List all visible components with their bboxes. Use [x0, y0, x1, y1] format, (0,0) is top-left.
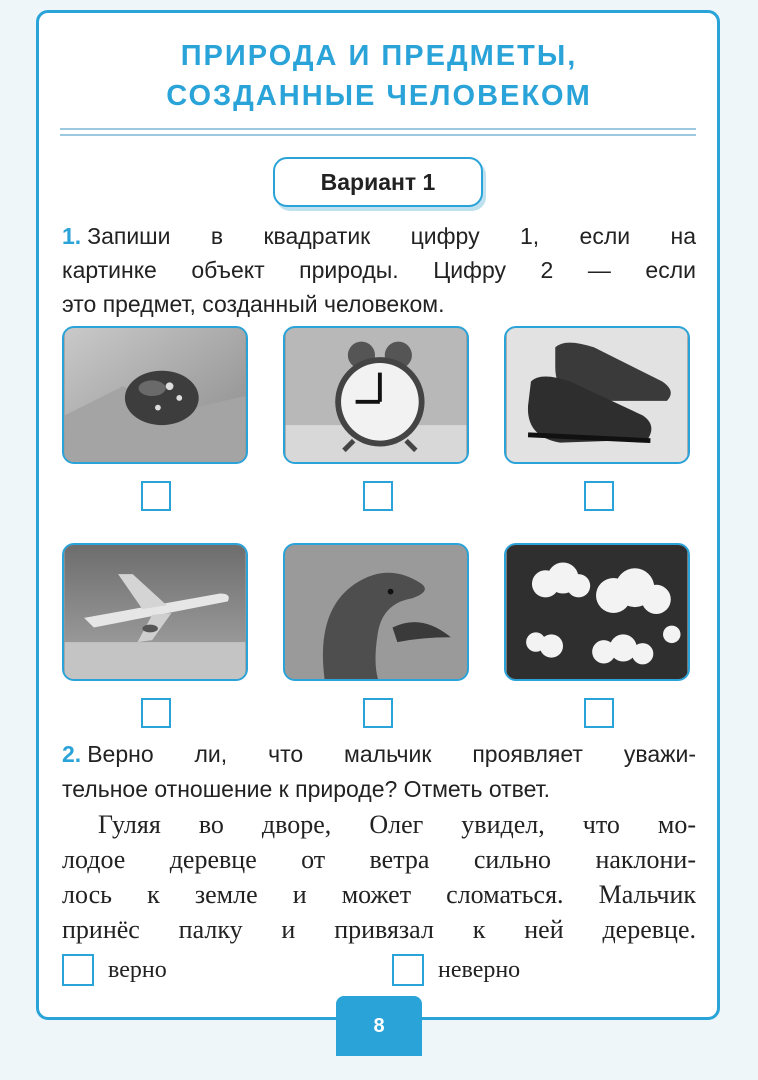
page-title	[0, 36, 758, 116]
answer-box-clouds[interactable]	[584, 698, 614, 728]
task2-line-1: 2. Верно ли, что мальчик проявляет уважи-	[62, 741, 696, 767]
task2-number: 2.	[62, 741, 82, 767]
photo-shoes	[504, 326, 690, 464]
checkbox-true[interactable]	[62, 954, 94, 986]
photo-clouds	[504, 543, 690, 681]
photo-stone	[62, 326, 248, 464]
story-line-1: Гуляя во дворе, Олег увидел, что мо-	[98, 810, 696, 839]
answer-box-shoes[interactable]	[584, 481, 614, 511]
story-line-2: лодое деревце от ветра сильно наклони-	[62, 845, 696, 874]
title-rule	[60, 134, 696, 136]
title-line-2: СОЗДАННЫЕ ЧЕЛОВЕКОМ	[166, 80, 592, 112]
answer-box-airplane[interactable]	[141, 698, 171, 728]
checkbox-false[interactable]	[392, 954, 424, 986]
answer-box-stone[interactable]	[141, 481, 171, 511]
task2-line-2: тельное отношение к природе? Отметь ответ.	[62, 776, 551, 802]
answer-box-alarm-clock[interactable]	[363, 481, 393, 511]
clouds-icon	[506, 545, 688, 679]
variant-badge: Вариант 1	[273, 157, 483, 207]
task1-number: 1.	[62, 223, 82, 249]
option-false-label: неверно	[438, 957, 521, 983]
task1-line-2: картинке объект природы. Цифру 2 — если	[62, 257, 696, 283]
dolphin-icon	[285, 545, 467, 679]
story-line-3: лось к земле и может сломаться. Мальчик	[62, 880, 696, 909]
photo-dolphin	[283, 543, 469, 681]
airplane-icon	[64, 545, 246, 679]
shoes-icon	[506, 328, 688, 462]
page-number: 8	[336, 996, 422, 1056]
answer-box-dolphin[interactable]	[363, 698, 393, 728]
stone-icon	[64, 328, 246, 462]
title-line-1: ПРИРОДА И ПРЕДМЕТЫ,	[180, 40, 578, 72]
task1-line-3: это предмет, созданный человеком.	[62, 291, 445, 317]
photo-airplane	[62, 543, 248, 681]
story-line-4: принёс палку и привязал к ней деревце.	[62, 915, 696, 944]
task1-line-1: 1. Запиши в квадратик цифру 1, если на	[62, 223, 696, 249]
title-rule	[60, 128, 696, 130]
alarm-clock-icon	[285, 328, 467, 462]
photo-alarm-clock	[283, 326, 469, 464]
option-true-label: верно	[108, 957, 167, 983]
